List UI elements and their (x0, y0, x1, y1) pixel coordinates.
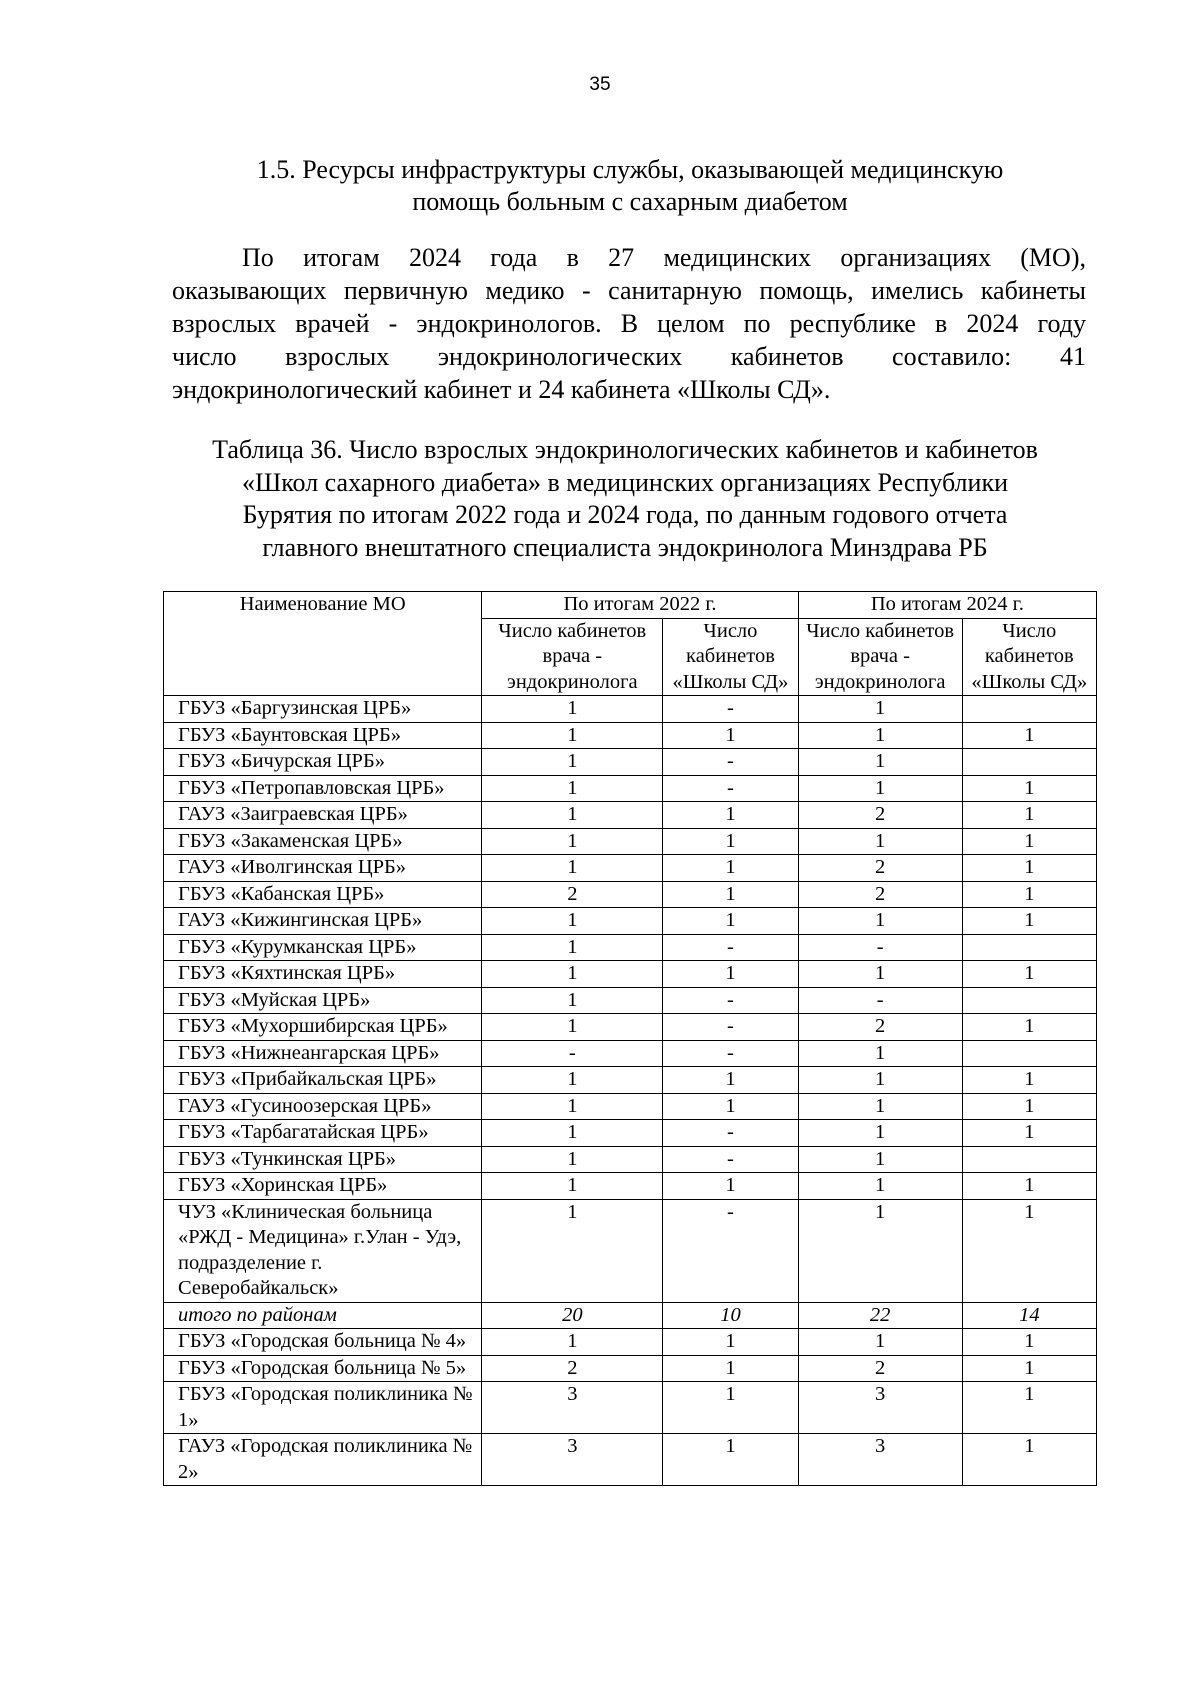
value-cell-d24: 2 (798, 881, 962, 908)
value-cell-s24 (962, 696, 1096, 723)
value-cell-d22: 1 (482, 855, 663, 882)
value-cell-s22: 1 (663, 1093, 798, 1120)
value-cell-d24: 3 (798, 1382, 962, 1434)
value-cell-s22: 1 (663, 1173, 798, 1200)
value-cell-d22: 20 (482, 1302, 663, 1329)
cabinets-table (163, 591, 1097, 1486)
table-row (164, 802, 1097, 829)
value-cell-s24: 1 (962, 1093, 1096, 1120)
value-cell-d24: 2 (798, 1014, 962, 1041)
mo-name-cell: ГБУЗ «Закаменская ЦРБ» (164, 828, 482, 855)
table-row (164, 1040, 1097, 1067)
mo-name-cell: ГБУЗ «Кабанская ЦРБ» (164, 881, 482, 908)
table-row (164, 1434, 1097, 1486)
value-cell-d22: - (482, 1040, 663, 1067)
mo-name-cell: ГБУЗ «Петропавловская ЦРБ» (164, 775, 482, 802)
value-cell-s22: 1 (663, 1382, 798, 1434)
value-cell-s22: 1 (663, 1355, 798, 1382)
value-cell-s22: 1 (663, 961, 798, 988)
value-cell-d22: 1 (482, 1199, 663, 1302)
section-title-line: 1.5. Ресурсы инфраструктуры службы, оказывающей медицинскую (256, 155, 1004, 184)
mo-name-cell: ГАУЗ «Городская поликлиника № 2» (164, 1434, 482, 1486)
section-title (170, 154, 1090, 218)
table-row (164, 1199, 1097, 1302)
value-cell-d24: 1 (798, 1093, 962, 1120)
mo-name-cell: ГБУЗ «Баунтовская ЦРБ» (164, 722, 482, 749)
value-cell-s24: 1 (962, 1434, 1096, 1486)
body-paragraph (172, 241, 1086, 406)
value-cell-s24 (962, 749, 1096, 776)
mo-name-cell: ГБУЗ «Прибайкальская ЦРБ» (164, 1067, 482, 1094)
table-row (164, 1014, 1097, 1041)
value-cell-s24: 1 (962, 1355, 1096, 1382)
mo-name-cell: ГБУЗ «Бичурская ЦРБ» (164, 749, 482, 776)
table-row (164, 1146, 1097, 1173)
value-cell-d22: 2 (482, 881, 663, 908)
value-cell-s24: 1 (962, 1199, 1096, 1302)
table-row (164, 775, 1097, 802)
subheader-2022-doctors: Число кабинетов врача - эндокринолога (482, 618, 663, 696)
value-cell-s24: 1 (962, 802, 1096, 829)
value-cell-s24: 1 (962, 722, 1096, 749)
mo-name-cell: итого по районам (164, 1302, 482, 1329)
header-row (164, 592, 1097, 619)
paragraph-line: оказывающих первичную медико - санитарную помощь, имелись кабинеты (172, 276, 1086, 305)
value-cell-s22: - (663, 1014, 798, 1041)
value-cell-d24: 1 (798, 775, 962, 802)
value-cell-s24: 1 (962, 1067, 1096, 1094)
value-cell-d24: 22 (798, 1302, 962, 1329)
value-cell-s24: 1 (962, 1329, 1096, 1356)
table-row (164, 828, 1097, 855)
value-cell-s24: 1 (962, 1173, 1096, 1200)
value-cell-s24: 1 (962, 1382, 1096, 1434)
value-cell-d22: 1 (482, 775, 663, 802)
value-cell-s24: 1 (962, 1120, 1096, 1147)
caption-line: главного внештатного специалиста эндокринолога Минздрава РБ (262, 532, 988, 562)
value-cell-d24: - (798, 934, 962, 961)
value-cell-d22: 1 (482, 1067, 663, 1094)
value-cell-s22: - (663, 1146, 798, 1173)
value-cell-d24: 1 (798, 1040, 962, 1067)
value-cell-d22: 1 (482, 696, 663, 723)
value-cell-s22: 1 (663, 802, 798, 829)
value-cell-s22: - (663, 696, 798, 723)
mo-name-cell: ГАУЗ «Кижингинская ЦРБ» (164, 908, 482, 935)
value-cell-d22: 1 (482, 828, 663, 855)
value-cell-d22: 1 (482, 987, 663, 1014)
value-cell-d22: 3 (482, 1382, 663, 1434)
value-cell-s24 (962, 987, 1096, 1014)
caption-line: Таблица 36. Число взрослых эндокринологических кабинетов и кабинетов (212, 435, 1038, 464)
table-row (164, 908, 1097, 935)
value-cell-s24: 1 (962, 881, 1096, 908)
value-cell-d24: 1 (798, 1329, 962, 1356)
value-cell-d22: 1 (482, 1014, 663, 1041)
value-cell-d22: 1 (482, 1093, 663, 1120)
value-cell-d22: 3 (482, 1434, 663, 1486)
subheader-2022-schools: Число кабинетов «Школы СД» (663, 618, 798, 696)
value-cell-d24: 2 (798, 855, 962, 882)
paragraph-line: число взрослых эндокринологических кабинетов составило: 41 (172, 342, 1086, 371)
table-row (164, 1382, 1097, 1434)
value-cell-s22: 1 (663, 1067, 798, 1094)
paragraph-line: эндокринологический кабинет и 24 кабинета «Школы СД». (172, 375, 831, 404)
mo-name-cell: ГБУЗ «Кяхтинская ЦРБ» (164, 961, 482, 988)
table-row (164, 1093, 1097, 1120)
table-row (164, 696, 1097, 723)
value-cell-d22: 1 (482, 961, 663, 988)
value-cell-s24 (962, 1040, 1096, 1067)
value-cell-d22: 1 (482, 934, 663, 961)
section-title-line: помощь больным с сахарным диабетом (412, 187, 848, 216)
mo-name-cell: ГБУЗ «Курумканская ЦРБ» (164, 934, 482, 961)
mo-name-cell: ГБУЗ «Городская поликлиника № 1» (164, 1382, 482, 1434)
value-cell-s22: - (663, 934, 798, 961)
value-cell-d24: 1 (798, 696, 962, 723)
mo-name-cell: ГБУЗ «Хоринская ЦРБ» (164, 1173, 482, 1200)
value-cell-s24: 1 (962, 828, 1096, 855)
mo-name-cell: ЧУЗ «Клиническая больница «РЖД - Медицина» г.Улан - Удэ, подразделение г. Северобайкальск» (164, 1199, 482, 1302)
value-cell-d24: 1 (798, 1146, 962, 1173)
value-cell-s22: - (663, 775, 798, 802)
value-cell-d22: 2 (482, 1355, 663, 1382)
value-cell-d24: 2 (798, 802, 962, 829)
table-row (164, 961, 1097, 988)
value-cell-d22: 1 (482, 722, 663, 749)
value-cell-s22: - (663, 987, 798, 1014)
value-cell-s22: 1 (663, 908, 798, 935)
value-cell-d24: 1 (798, 749, 962, 776)
value-cell-s22: 1 (663, 881, 798, 908)
value-cell-s24: 1 (962, 961, 1096, 988)
table-row (164, 1120, 1097, 1147)
paragraph-line: взрослых врачей - эндокринологов. В целом по республике в 2024 году (172, 309, 1086, 338)
value-cell-d22: 1 (482, 1120, 663, 1147)
mo-name-cell: ГАУЗ «Иволгинская ЦРБ» (164, 855, 482, 882)
value-cell-s22: - (663, 749, 798, 776)
header-mo-name: Наименование МО (164, 592, 482, 696)
value-cell-d22: 1 (482, 908, 663, 935)
header-2024: По итогам 2024 г. (798, 592, 1096, 619)
value-cell-d22: 1 (482, 1146, 663, 1173)
caption-line: «Школ сахарного диабета» в медицинских организациях Республики (242, 467, 1008, 497)
page-number: 35 (589, 74, 611, 95)
value-cell-s22: 10 (663, 1302, 798, 1329)
table-row (164, 1329, 1097, 1356)
table-row (164, 722, 1097, 749)
value-cell-d24: 2 (798, 1355, 962, 1382)
mo-name-cell: ГБУЗ «Тункинская ЦРБ» (164, 1146, 482, 1173)
value-cell-s22: 1 (663, 828, 798, 855)
table-row (164, 881, 1097, 908)
value-cell-s22: 1 (663, 855, 798, 882)
value-cell-s22: 1 (663, 722, 798, 749)
subtotal-row (164, 1302, 1097, 1329)
table-row (164, 987, 1097, 1014)
value-cell-d24: 1 (798, 1199, 962, 1302)
table-body (164, 696, 1097, 1486)
mo-name-cell: ГБУЗ «Городская больница № 5» (164, 1355, 482, 1382)
value-cell-s24 (962, 1146, 1096, 1173)
value-cell-s24: 1 (962, 1014, 1096, 1041)
value-cell-d24: 1 (798, 828, 962, 855)
value-cell-d22: 1 (482, 1173, 663, 1200)
table-row (164, 1355, 1097, 1382)
value-cell-d24: 1 (798, 961, 962, 988)
value-cell-d24: 1 (798, 1067, 962, 1094)
mo-name-cell: ГБУЗ «Тарбагатайская ЦРБ» (164, 1120, 482, 1147)
header-2022: По итогам 2022 г. (482, 592, 798, 619)
mo-name-cell: ГАУЗ «Заиграевская ЦРБ» (164, 802, 482, 829)
value-cell-d24: 3 (798, 1434, 962, 1486)
value-cell-s24: 14 (962, 1302, 1096, 1329)
value-cell-s22: - (663, 1040, 798, 1067)
mo-name-cell: ГБУЗ «Мухоршибирская ЦРБ» (164, 1014, 482, 1041)
subheader-2024-doctors: Число кабинетов врача - эндокринолога (798, 618, 962, 696)
value-cell-d24: 1 (798, 1173, 962, 1200)
value-cell-d24: 1 (798, 722, 962, 749)
value-cell-s24: 1 (962, 855, 1096, 882)
value-cell-d24: 1 (798, 1120, 962, 1147)
value-cell-s24: 1 (962, 775, 1096, 802)
caption-line: Бурятия по итогам 2022 года и 2024 года, по данным годового отчета (242, 500, 1008, 529)
value-cell-s22: 1 (663, 1329, 798, 1356)
value-cell-d24: - (798, 987, 962, 1014)
mo-name-cell: ГБУЗ «Муйская ЦРБ» (164, 987, 482, 1014)
subheader-2024-schools: Число кабинетов «Школы СД» (962, 618, 1096, 696)
value-cell-d22: 1 (482, 802, 663, 829)
value-cell-s22: - (663, 1120, 798, 1147)
table-row (164, 1173, 1097, 1200)
table-row (164, 749, 1097, 776)
value-cell-s24 (962, 934, 1096, 961)
mo-name-cell: ГБУЗ «Городская больница № 4» (164, 1329, 482, 1356)
value-cell-d24: 1 (798, 908, 962, 935)
value-cell-s24: 1 (962, 908, 1096, 935)
mo-name-cell: ГБУЗ «Нижнеангарская ЦРБ» (164, 1040, 482, 1067)
value-cell-d22: 1 (482, 749, 663, 776)
value-cell-d22: 1 (482, 1329, 663, 1356)
table-row (164, 934, 1097, 961)
mo-name-cell: ГАУЗ «Гусиноозерская ЦРБ» (164, 1093, 482, 1120)
paragraph-line: По итогам 2024 года в 27 медицинских организациях (МО), (242, 243, 1086, 272)
table-caption (160, 434, 1090, 564)
table-row (164, 1067, 1097, 1094)
table-row (164, 855, 1097, 882)
value-cell-s22: - (663, 1199, 798, 1302)
value-cell-s22: 1 (663, 1434, 798, 1486)
mo-name-cell: ГБУЗ «Баргузинская ЦРБ» (164, 696, 482, 723)
